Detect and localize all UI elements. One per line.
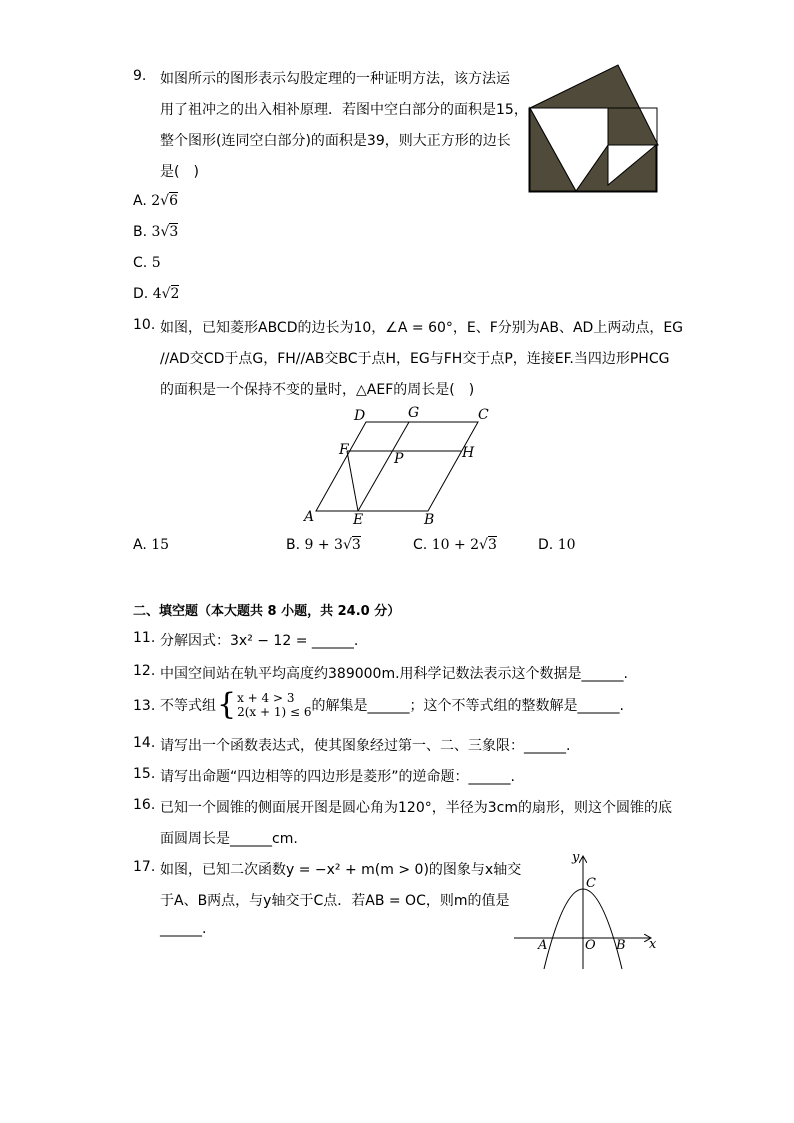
question-9-text-line3: 整个图形(连同空白部分)的面积是39，则大正方形的边长 [160,133,511,149]
section-2-heading: 二、填空题（本大题共 8 小题，共 24.0 分） [133,604,401,619]
question-12-text: 中国空间站在轨平均高度约389000m.用科学记数法表示这个数据是______. [160,666,628,682]
question-13-text [160,687,624,722]
label-c: C [478,407,489,423]
q10-option-b[interactable]: B. 9 + 3√3 [286,537,361,553]
question-13-number: 13. [133,698,156,714]
question-15-number: 15. [133,766,156,782]
q13-inequality-2: 2(x + 1) ≤ 6 [237,705,312,719]
question-9-text-line2: 用了祖冲之的出入相补原理．若图中空白部分的面积是15， [160,102,528,118]
label-g: G [408,405,420,421]
label-a: A [304,509,315,525]
question-16-text-line1: 已知一个圆锥的侧面展开图是圆心角为120°，半径为3cm的扇形，则这个圆锥的底 [160,800,672,816]
label-x: x [649,937,657,952]
question-12-number: 12. [133,663,156,679]
question-10-text-line2: //AD交CD于点G，FH//AB交BC于点H，EG与FH交于点P，连接EF.当四边形PHCG [160,351,670,367]
question-14-text: 请写出一个函数表达式，使其图象经过第一、二、三象限：______. [160,738,571,754]
question-16-number: 16. [133,797,156,813]
q13-brace: { [217,687,237,722]
question-10-number: 10. [133,317,156,333]
question-16-text-line2: 面圆周长是______cm. [160,831,298,847]
question-17-text-line2: 于A、B两点，与y轴交于C点．若AB = OC，则m的值是 [160,893,510,909]
label-d: D [354,408,366,424]
line-ef [347,451,358,511]
q13-prefix: 不等式组 [160,698,216,714]
question-15-text: 请写出命题“四边相等的四边形是菱形”的逆命题：______. [160,769,515,785]
question-17-text-line1: 如图，已知二次函数y = −x² + m(m > 0)的图象与x轴交 [160,862,522,878]
question-17-number: 17. [133,859,156,875]
question-10-text-line3: 的面积是一个保持不变的量时，△AEF的周长是( ) [160,382,475,398]
question-11-number: 11. [133,630,156,646]
label-y: y [572,850,580,865]
question-17-text-line3: ______. [160,921,207,937]
q13-inequality-1: x + 4 > 3 [237,691,295,705]
label-b: B [616,938,626,953]
label-a: A [538,938,548,953]
q9-option-a[interactable]: A. 2√6 [133,193,178,209]
q10-option-a[interactable]: A. 15 [133,537,170,553]
label-c: C [586,876,596,891]
question-10-text-line1: 如图，已知菱形ABCD的边长为10，∠A = 60°，E、F分别为AB、AD上两动点，EG [160,320,684,336]
q9-option-a-key: A. [133,193,147,209]
question-14-number: 14. [133,735,156,751]
label-p: P [394,451,404,467]
q9-option-c-key: C. [133,255,148,271]
question-9-number: 9. [133,68,147,84]
q9-option-d[interactable]: D. 4√2 [133,286,180,302]
question-17-figure [512,849,662,971]
question-9-text-line4: 是( ) [160,164,199,180]
label-o: O [585,938,596,953]
question-9-text-line1: 如图所示的图形表示勾股定理的一种证明方法，该方法运 [160,71,510,87]
label-h: H [462,445,475,461]
question-10-figure [302,403,502,527]
q9-option-b[interactable]: B. 3√3 [133,224,179,240]
label-f: F [339,442,349,458]
question-11-text: 分解因式：3x² − 12 = ______. [160,633,359,649]
q9-option-c[interactable]: C. 5 [133,255,161,271]
q9-option-b-key: B. [133,224,148,240]
q13-suffix: 的解集是______；这个不等式组的整数解是______. [311,698,624,714]
label-b: B [424,512,435,527]
q9-option-d-key: D. [133,286,149,302]
q10-option-c[interactable]: C. 10 + 2√3 [413,537,497,553]
label-e: E [353,512,364,527]
question-9-figure [528,63,660,195]
q10-option-d[interactable]: D. 10 [538,537,576,553]
